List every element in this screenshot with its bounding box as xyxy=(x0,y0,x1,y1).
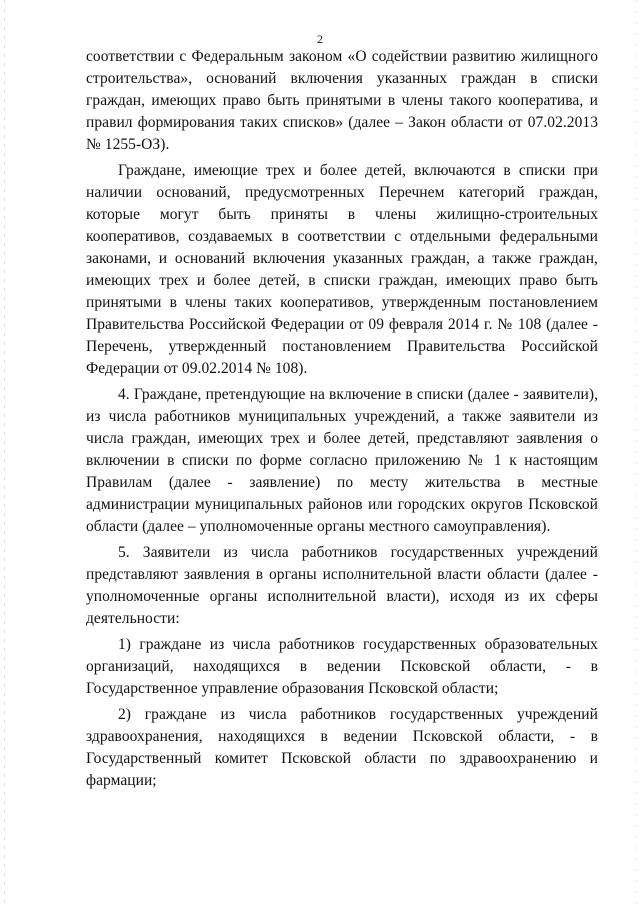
paragraph-item-4: 4. Граждане, претендующие на включение в списки (далее - заявители), из числа работников муниципальных учреждений, а также заявители из числа граждан, имеющих трех и более детей, представляют заявления о включении в списки по форме согласно приложению № 1 к настоящим Правилам (далее - заявление) по месту жительства в местные администрации муниципальных районов или городских округов Псковской области (далее – уполномоченные органы местного самоуправления). xyxy=(86,386,598,535)
paragraph-continuation: соответствии с Федеральным законом «О содействии развитию жилищного строительства», оснований включения указанных граждан в списки граждан, имеющих право быть принятыми в члены такого кооператива, и правил формирования таких списков» (далее – Закон области от 07.02.2013 № 1255-ОЗ). xyxy=(86,48,598,153)
document-body xyxy=(86,46,598,796)
paragraph-item-5: 5. Заявители из числа работников государственных учреждений представляют заявления в органы исполнительной власти области (далее - уполномоченные органы исполнительной власти), исходя из их сферы деятельности: xyxy=(86,544,598,627)
paragraph-subitem-2: 2) граждане из числа работников государственных учреждений здравоохранения, находящихся в ведении Псковской области, - в Государственный комитет Псковской области по здравоохранению и фармации; xyxy=(86,706,598,789)
scan-edge-left xyxy=(4,0,5,905)
paragraph-subitem-1: 1) граждане из числа работников государственных образовательных организаций, находящихся в ведении Псковской области, - в Государственное управление образования Псковской области; xyxy=(86,636,598,697)
scan-edge-right xyxy=(636,0,637,905)
paragraph-large-families: Граждане, имеющие трех и более детей, включаются в списки при наличии оснований, предусмотренных Перечнем категорий граждан, которые могут быть приняты в члены жилищно-строительных кооперативов, создаваемых в соответствии с отдельными федеральными законами, и оснований включения указанных граждан, а также граждан, имеющих трех и более детей, в списки граждан, имеющих право быть принятыми в члены таких кооперативов, утвержденным постановлением Правительства Российской Федерации от 09 февраля 2014 г. № 108 (далее - Перечень, утвержденный постановлением Правительства Российской Федерации от 09.02.2014 № 108). xyxy=(86,162,598,377)
page-number: 2 xyxy=(317,32,323,46)
